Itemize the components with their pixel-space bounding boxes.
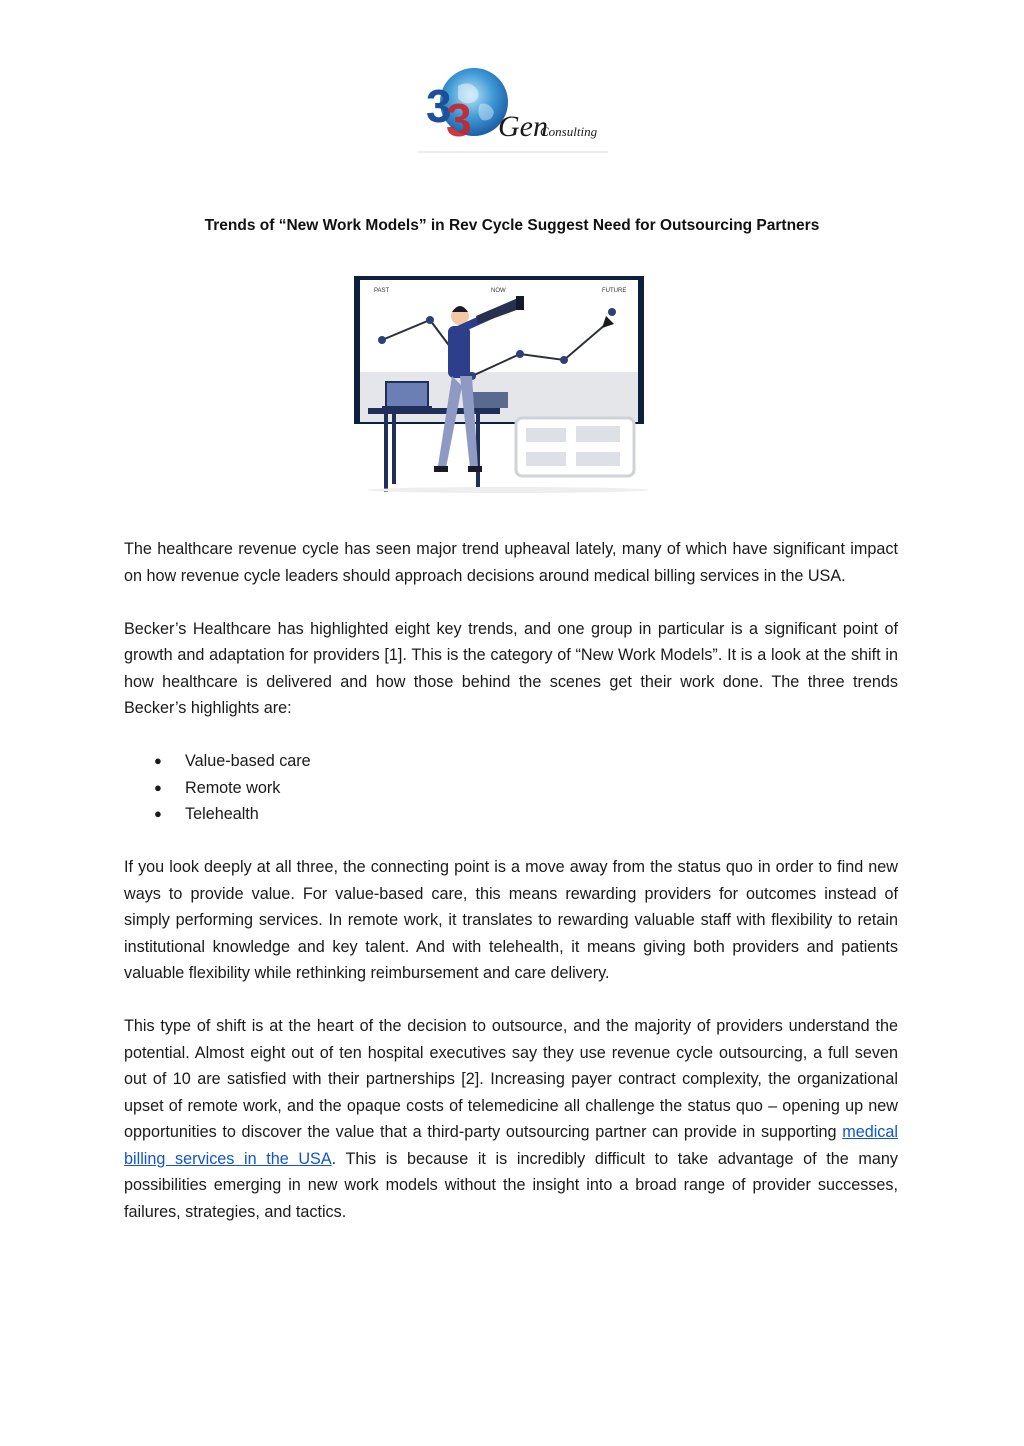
medical-billing-link[interactable]: medical billing services in the USA [124,1123,898,1168]
logo-numeral-3b: 3 [446,94,472,146]
paragraph-beckers: Becker’s Healthcare has highlighted eight key trends, and one group in particular is a significant point of growth and adaptation for providers [1]. This is the category of “New Work Models”. It is a look at the shift in how healthcare is delivered and how those behind the scenes get their work done. The three trends Becker’s highlights are: [124,619,898,717]
paragraph-outsourcing-text-after: . This is because it is incredibly difficult to take advantage of the many possibilities emerging in new work models without the insight into a broad range of provider successes, failures, strategies, and tactics. [124,1149,899,1221]
label-now: NOW [491,288,506,294]
logo-numeral-3a: 3 [426,80,452,132]
company-logo [418,64,608,156]
list-item: ● Value-based care [124,748,898,775]
article-body [124,536,898,1252]
list-item: ● Telehealth [124,801,898,828]
paragraph-outsourcing [124,1013,898,1225]
telescope-trend-illustration [348,268,674,504]
label-future: FUTURE [602,288,627,294]
paragraph-intro: The healthcare revenue cycle has seen major trend upheaval lately, many of which have significant impact on how revenue cycle leaders should approach decisions around medical billing services in the USA. [124,540,898,585]
logo-tagline: Consulting [540,124,598,139]
trend-list [124,748,898,828]
logo-brand-text: Gen [498,110,548,143]
paragraph-outsourcing-text-before: This type of shift is at the heart of the decision to outsource, and the majority of providers understand the potential. Almost eight out of ten hospital executives say they use revenue cycle outsourcing, a full seven out of 10 are satisfied with their partnerships [2]. Increasing payer contract complexity, the organizational upset of remote work, and the opaque costs of telemedicine all challenge the status quo – opening up new opportunities to discover the value that a third-party outsourcing partner can provide in supporting [124,1017,898,1141]
paragraph-connecting-point: If you look deeply at all three, the connecting point is a move away from the status quo in order to find new ways to provide value. For value-based care, this means rewarding providers for outcomes instead of simply performing services. In remote work, it translates to rewarding valuable staff with flexibility to retain institutional knowledge and key talent. And with telehealth, it means giving both providers and patients valuable flexibility while rethinking reimbursement and care delivery. [124,858,898,982]
page-title: Trends of “New Work Models” in Rev Cycle Suggest Need for Outsourcing Partners [204,217,820,234]
list-item: ● Remote work [124,775,898,802]
label-past: PAST [374,288,390,294]
